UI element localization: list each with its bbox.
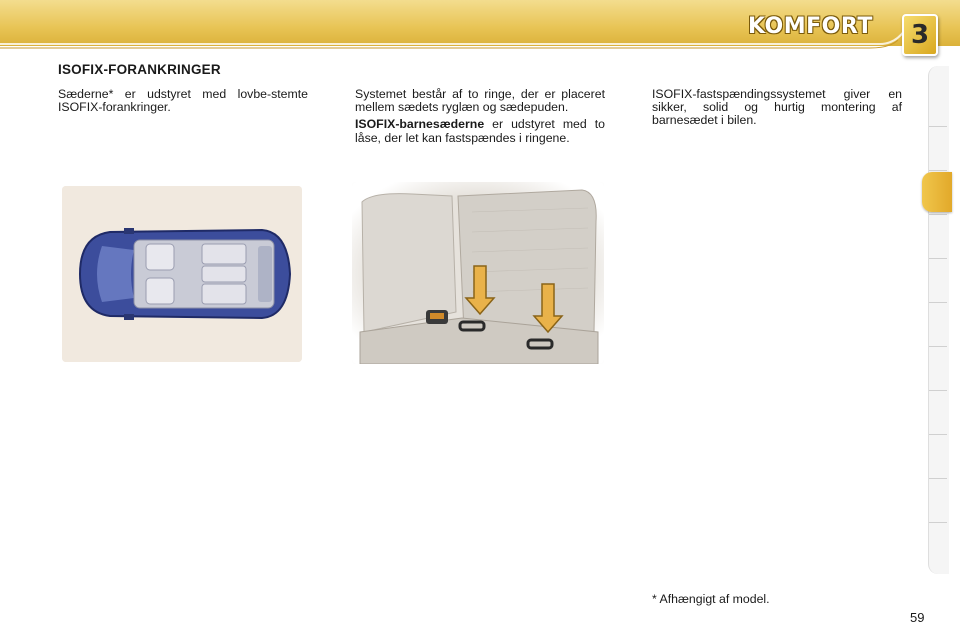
tab-divider bbox=[929, 126, 947, 127]
col2-paragraph-2 bbox=[355, 118, 605, 144]
column-1 bbox=[58, 88, 308, 118]
chapter-title: KOMFORT bbox=[748, 14, 873, 39]
tab-divider bbox=[929, 346, 947, 347]
col1-paragraph: Sæderne* er udstyret med lovbe-stemte ISOFIX-forankringer. bbox=[58, 87, 308, 115]
tab-divider bbox=[929, 170, 947, 171]
col2-paragraph-2-text: er udstyret med to låse, der let kan fastspændes i ringene. bbox=[355, 117, 605, 145]
car-top-view-icon bbox=[62, 186, 302, 362]
tab-divider bbox=[929, 214, 947, 215]
tab-divider bbox=[929, 390, 947, 391]
chapter-tabs bbox=[928, 66, 949, 574]
tab-divider bbox=[929, 434, 947, 435]
active-chapter-tab[interactable] bbox=[922, 172, 952, 212]
seat-isofix-figure bbox=[352, 182, 604, 364]
col2-paragraph-1: Systemet består af to ringe, der er placeret mellem sædets ryglæn og sædepuden. bbox=[355, 87, 605, 115]
col2-bold-term: ISOFIX-barnesæderne bbox=[355, 117, 485, 132]
tab-divider bbox=[929, 522, 947, 523]
column-3 bbox=[652, 88, 902, 132]
seat-isofix-anchors-icon bbox=[352, 182, 604, 364]
car-top-view-figure bbox=[62, 186, 302, 362]
section-title: ISOFIX-FORANKRINGER bbox=[58, 62, 221, 77]
page-number: 59 bbox=[910, 610, 925, 625]
chapter-number-badge: 3 bbox=[902, 14, 938, 56]
column-2 bbox=[355, 88, 605, 149]
col3-paragraph: ISOFIX-fastspændingssystemet giver en sikker, solid og hurtig montering af barnesædet i bilen. bbox=[652, 87, 902, 128]
footnote: * Afhængigt af model. bbox=[652, 592, 770, 606]
tab-divider bbox=[929, 478, 947, 479]
tab-divider bbox=[929, 302, 947, 303]
tab-divider bbox=[929, 258, 947, 259]
